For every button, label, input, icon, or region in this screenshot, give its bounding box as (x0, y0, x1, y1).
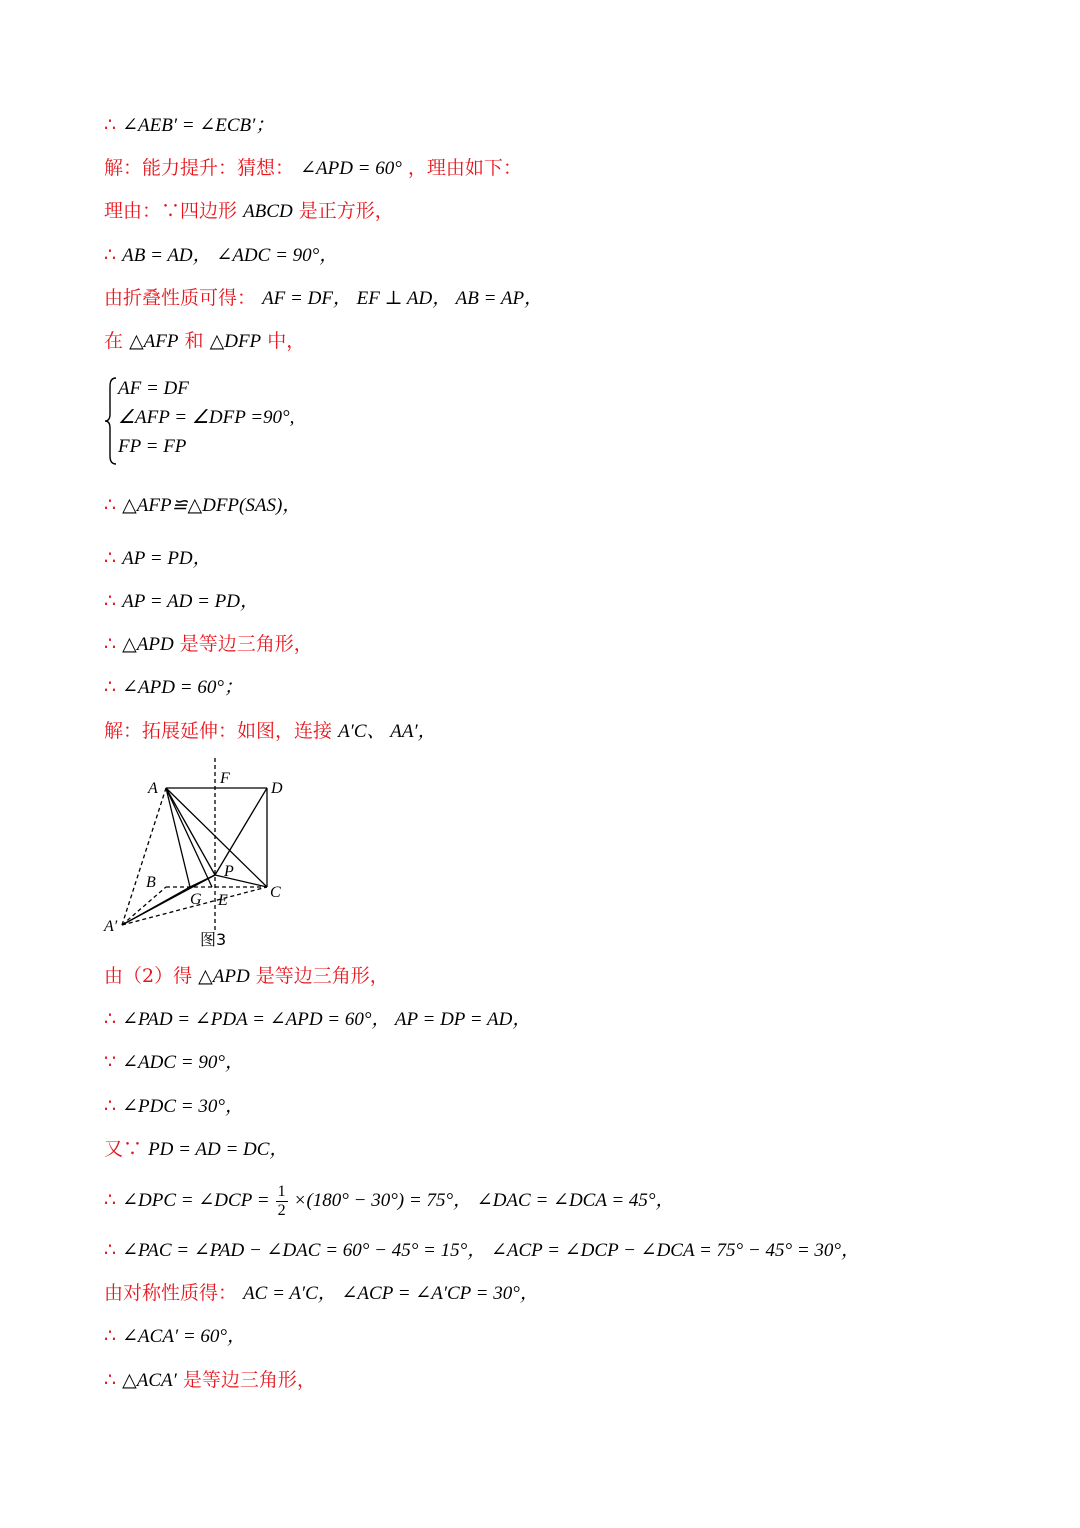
proof-line-13 (104, 963, 389, 990)
section-text: 由折叠性质可得： (104, 287, 257, 309)
proof-line-7 (104, 492, 301, 519)
label-b: B (146, 874, 156, 891)
system-equation-3: FP = FP (118, 436, 187, 457)
label-p: P (224, 863, 234, 880)
math-expression: ×(180° − 30°) = 75°， ∠DAC = ∠DCA = 45°， (293, 1190, 675, 1211)
math-expression: ABCD (243, 201, 293, 222)
proof-line-2 (104, 155, 522, 182)
proof-line-15 (104, 1049, 244, 1076)
math-expression: ∠APD = 60° (300, 158, 402, 179)
math-expression: △ACA′ (122, 1370, 177, 1391)
geometry-figure (100, 755, 300, 955)
proof-line-4 (104, 242, 338, 269)
label-c: C (270, 884, 281, 901)
proof-line-11 (104, 674, 243, 701)
section-text: 中， (267, 330, 306, 352)
proof-line-8 (104, 545, 212, 572)
fraction-one-half (276, 1183, 288, 1220)
math-expression: △DFP (209, 331, 262, 352)
math-expression: AB = AD， ∠ADC = 90°， (122, 245, 339, 266)
section-text: 是正方形， (298, 200, 394, 222)
proof-line-22 (104, 1367, 316, 1394)
therefore-symbol: ∴ (104, 1008, 117, 1030)
proof-line-21 (104, 1323, 246, 1350)
math-expression: AC = A′C， ∠ACP = ∠A′CP = 30°， (243, 1283, 539, 1304)
system-equation-1: AF = DF (118, 378, 189, 399)
section-text: 是等边三角形， (182, 1369, 316, 1391)
label-a: A (148, 780, 158, 797)
section-text: 是等边三角形， (179, 633, 313, 655)
label-a-prime: A′ (104, 918, 118, 935)
proof-line-9 (104, 588, 259, 615)
therefore-symbol: ∴ (104, 1189, 117, 1211)
equation-system (104, 376, 364, 466)
math-expression: ∠ADC = 90°， (122, 1052, 244, 1073)
proof-line-3 (104, 198, 394, 225)
section-text: 又∵ (104, 1138, 143, 1160)
math-expression: AF = DF， EF ⊥ AD， AB = AP， (262, 288, 544, 309)
section-text: 由（2）得 (104, 965, 193, 987)
label-f: F (220, 770, 230, 787)
section-text: 是等边三角形， (255, 965, 389, 987)
math-expression: ∠PAD = ∠PDA = ∠APD = 60°， AP = DP = AD， (122, 1009, 532, 1030)
label-g: G (190, 891, 202, 908)
math-expression: ∠PDC = 30°， (122, 1096, 244, 1117)
therefore-symbol: ∴ (104, 114, 117, 136)
math-expression: ∠PAC = ∠PAD − ∠DAC = 60° − 45° = 15°， ∠ACP = ∠DCP − ∠DCA = 75° − 45° = 30°， (122, 1240, 860, 1261)
proof-line-20 (104, 1280, 539, 1307)
label-e: E (218, 892, 228, 909)
fraction-denominator: 2 (277, 1201, 286, 1219)
math-expression: PD = AD = DC， (148, 1139, 289, 1160)
proof-line-6 (104, 328, 305, 355)
system-equation-2: ∠AFP = ∠DFP =90°, (118, 407, 295, 428)
therefore-symbol: ∴ (104, 633, 117, 655)
figure-caption: 图3 (200, 930, 227, 949)
therefore-symbol: ∴ (104, 494, 117, 516)
proof-line-19 (104, 1237, 860, 1264)
therefore-symbol: ∴ (104, 1369, 117, 1391)
therefore-symbol: ∴ (104, 676, 117, 698)
math-expression: ∠ACA′ = 60°， (122, 1326, 247, 1347)
math-expression: AP = PD， (122, 548, 212, 569)
math-expression: ∠AEB′ = ∠ECB′； (122, 115, 275, 136)
math-expression: ∠APD = 60°； (122, 677, 243, 698)
math-expression: △AFP≌△DFP(SAS)， (122, 495, 302, 516)
proof-line-16 (104, 1093, 244, 1120)
proof-line-12 (104, 718, 437, 745)
section-text: 解：拓展延伸：如图，连接 (104, 720, 333, 742)
section-text: 解：能力提升：猜想： (104, 157, 295, 179)
math-expression: △APD (122, 634, 174, 655)
proof-line-18 (104, 1182, 675, 1220)
therefore-symbol: ∴ (104, 1325, 117, 1347)
section-text: ，理由如下： (407, 157, 522, 179)
section-text: 在 (104, 330, 124, 352)
math-expression: ∠DPC = ∠DCP = (122, 1190, 270, 1211)
proof-line-5 (104, 285, 543, 312)
because-symbol: ∵ (104, 1051, 117, 1073)
math-expression: △APD (198, 966, 250, 987)
therefore-symbol: ∴ (104, 1095, 117, 1117)
section-text: 由对称性质得： (104, 1282, 238, 1304)
label-d: D (271, 780, 283, 797)
math-expression: AP = AD = PD， (122, 591, 259, 612)
proof-line-1 (104, 112, 274, 139)
therefore-symbol: ∴ (104, 590, 117, 612)
math-expression: A′C、 AA′， (338, 721, 437, 742)
proof-line-14 (104, 1006, 531, 1033)
section-text: 和 (184, 330, 204, 352)
proof-line-17 (104, 1136, 288, 1163)
math-expression: △AFP (129, 331, 179, 352)
therefore-symbol: ∴ (104, 547, 117, 569)
therefore-symbol: ∴ (104, 244, 117, 266)
therefore-symbol: ∴ (104, 1239, 117, 1261)
proof-line-10 (104, 631, 313, 658)
fraction-numerator: 1 (277, 1182, 286, 1200)
section-text: 理由：∵四边形 (104, 200, 238, 222)
left-brace-icon (104, 376, 118, 466)
